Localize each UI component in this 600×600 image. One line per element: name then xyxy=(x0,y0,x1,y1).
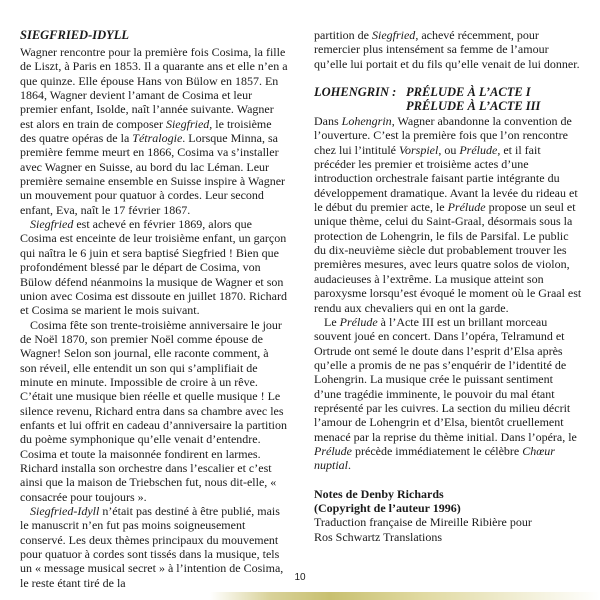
title-line-1: PRÉLUDE À L’ACTE I xyxy=(406,85,531,100)
paragraph: Cosima fête son trente-troisième anniversaire le jour de Noël 1870, son premier Noël comme épouse de Wagner! Selon son journal, elle raconte comment, à son réveil, elle entendit un son qui s’amplifiait de minute en minute. Impossible de croire à un rêve. C’était une musique bien réelle et quelle musique ! Le silence revenu, Richard entra dans sa chambre avec les enfants et lui offrit en cadeau d’anniversaire la partition du poème symphonique qu’elle venait d’entendre. Cosima et toute la maisonnée fondirent en larmes. Richard installa son orchestre dans l’escalier et c’est ainsi que la maison de Triebschen fut, nous dit-elle, « consacrée pour toujours ». xyxy=(20,317,287,504)
credits xyxy=(314,487,582,544)
title-line-2: PRÉLUDE À L’ACTE III xyxy=(406,99,541,114)
bottom-edge-strip xyxy=(0,592,600,600)
title-label: LOHENGRIN : xyxy=(314,85,397,100)
section-title-siegfried-idyll: SIEGFRIED-IDYLL xyxy=(20,28,130,42)
credits-agency: Ros Schwartz Translations xyxy=(314,529,443,544)
paragraph: Dans Lohengrin, Wagner abandonne la convention de l’ouverture. C’est la première fois que l’on rencontre chez lui l’intitulé Vorspiel, ou Prélude, et il fait précéder les premier et troisième actes d’une introduction orchestrale faisant partie intégrante du développement dramatique. Avant la levée du rideau et le début du premier acte, le Prélude propose un seul et unique thème, celui du Saint-Graal, désormais sous la protection de Lohengrin, le fils de Parsifal. Le public du dix-neuvième siècle dut probablement trouver les premières mesures, avec leurs quatre solos de violon, audacieuses à l’extrême. La musique atteint son paroxysme lorsqu’est évoqué le moment où le Graal est rendu aux chevaliers qui en ont la garde. xyxy=(314,114,582,315)
paragraph: Le Prélude à l’Acte III est un brillant morceau souvent joué en concert. Dans l’opéra, Telramund et Ortrude ont semé le doute dans l’esprit d’Elsa après qu’elle a promis de ne pas s’enquérir de l’identité de Lohengrin. La musique crée le puissant sentiment d’une tragédie imminente, le pouvoir du mal étant représenté par les cuivres. La section du milieu décrit l’amour de Lohengrin et d’Elsa, bientôt cruellement menacé par la reprise du thème initial. Dans l’opéra, le Prélude précède immédiatement le célèbre Chœur nuptial. xyxy=(314,314,577,473)
paragraph: Wagner rencontre pour la première fois Cosima, la fille de Liszt, à Paris en 1853. Il a quarante ans et elle n’en a que quinze. Elle épouse Hans von Bülow en 1857. En 1864, Wagner devient l’amant de Cosima et leur premier enfant, Isolde, naît l’année suivante. Wagner est alors en train de composer Siegfried, le troisième des quatre opéras de la Tétralogie. Lorsque Minna, sa première femme meurt en 1866, Cosima va s’installer avec Wagner en Suisse, au bord du lac Léman. Leur première semaine ensemble en Suisse inspire à Wagner un mouvement pour quatuor à cordes. Leur second enfant, Eva, naît le 17 février 1867. xyxy=(20,45,288,217)
page-number: 10 xyxy=(294,572,306,583)
left-column xyxy=(20,28,288,590)
right-column xyxy=(314,28,582,544)
credits-author: Notes de Denby Richards xyxy=(314,486,444,501)
paragraph: partition de Siegfried, achevé récemment, pour remercier plus intensément sa femme de l’amour qu’elle lui portait et du fils qu’elle venait de lui donner. xyxy=(314,28,580,71)
paragraph: Siegfried-Idyll n’était pas destiné à être publié, mais le manuscrit n’en fut pas moins soigneusement conservé. Les deux thèmes principaux du mouvement pour quatuor à cordes sont tissés dans la musique, tels un « message musical secret » à l’intention de Cosima, le reste étant tiré de la xyxy=(20,504,284,590)
paragraph: Siegfried est achevé en février 1869, alors que Cosima est enceinte de leur troisième enfant, un garçon qui naîtra le 6 juin et sera baptisé Siegfried ! Bien que profondément blessé par le départ de Cosima, von Bülow défend néanmoins la musique de Wagner et son union avec Cosima est dissoute en juillet 1870. Richard et Cosima se marient le mois suivant. xyxy=(20,217,287,318)
section-title-lohengrin xyxy=(314,85,582,113)
credits-copyright: (Copyright de l’auteur 1996) xyxy=(314,500,461,515)
credits-translation: Traduction française de Mireille Ribière pour xyxy=(314,515,532,530)
